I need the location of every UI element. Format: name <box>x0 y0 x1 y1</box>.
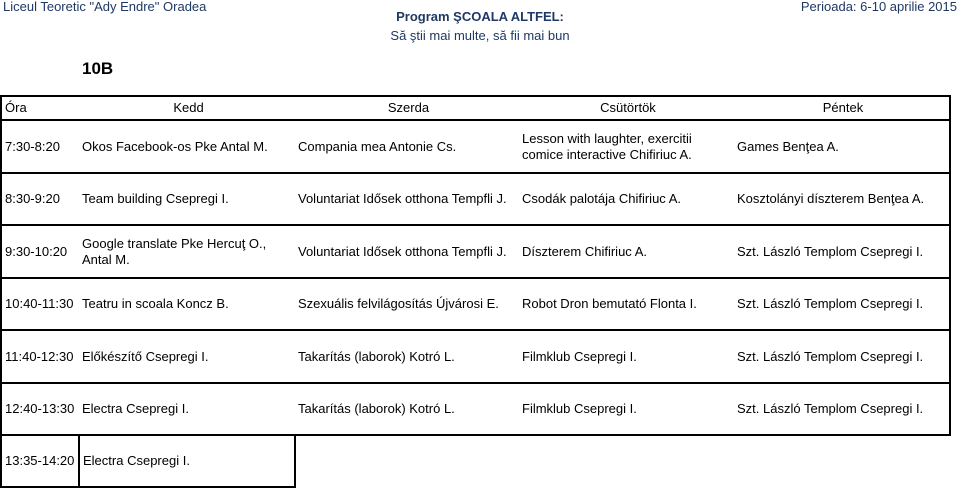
pentek-cell: Szt. László Templom Csepregi I. <box>734 225 950 278</box>
szerda-cell: Takarítás (laborok) Kotró L. <box>295 383 519 435</box>
pentek-cell: Kosztolányi díszterem Benţea A. <box>734 173 950 225</box>
kedd-cell: Electra Csepregi I. <box>79 383 295 435</box>
csutortok-cell: Lesson with laughter, exercitii comice interactive Chifiriuc A. <box>519 120 734 173</box>
pentek-cell: Szt. László Templom Csepregi I. <box>734 330 950 383</box>
program-title: Program ŞCOALA ALTFEL: <box>396 9 564 24</box>
pentek-cell <box>734 435 950 487</box>
table-row <box>1 278 950 330</box>
time-cell: 11:40-12:30 <box>1 330 79 383</box>
csutortok-cell: Csodák palotája Chifiriuc A. <box>519 173 734 225</box>
csutortok-cell: Filmklub Csepregi I. <box>519 383 734 435</box>
school-name: Liceul Teoretic "Ady Endre" Oradea <box>3 0 207 14</box>
szerda-cell: Voluntariat Idősek otthona Tempfli J. <box>295 173 519 225</box>
table-row <box>1 330 950 383</box>
time-cell: 8:30-9:20 <box>1 173 79 225</box>
table-header-row <box>1 96 950 120</box>
table-row <box>1 435 950 487</box>
kedd-cell: Teatru in scoala Koncz B. <box>79 278 295 330</box>
kedd-cell: Electra Csepregi I. <box>79 435 295 487</box>
class-name: 10B <box>82 59 114 78</box>
szerda-cell: Szexuális felvilágosítás Újvárosi E. <box>295 278 519 330</box>
csutortok-cell: Robot Dron bemutató Flonta I. <box>519 278 734 330</box>
column-header-kedd: Kedd <box>79 96 295 120</box>
time-cell: 13:35-14:20 <box>1 435 79 487</box>
szerda-cell: Compania mea Antonie Cs. <box>295 120 519 173</box>
kedd-cell: Team building Csepregi I. <box>79 173 295 225</box>
column-header-pentek: Péntek <box>734 96 950 120</box>
time-cell: 10:40-11:30 <box>1 278 79 330</box>
csutortok-cell: Díszterem Chifiriuc A. <box>519 225 734 278</box>
kedd-cell: Google translate Pke Hercuţ O., Antal M. <box>79 225 295 278</box>
time-cell: 12:40-13:30 <box>1 383 79 435</box>
szerda-cell: Voluntariat Idősek otthona Tempfli J. <box>295 225 519 278</box>
pentek-cell: Szt. László Templom Csepregi I. <box>734 383 950 435</box>
csutortok-cell: Filmklub Csepregi I. <box>519 330 734 383</box>
kedd-cell: Előkészítő Csepregi I. <box>79 330 295 383</box>
szerda-cell: Takarítás (laborok) Kotró L. <box>295 330 519 383</box>
pentek-cell: Games Benţea A. <box>734 120 950 173</box>
pentek-cell: Szt. László Templom Csepregi I. <box>734 278 950 330</box>
table-row <box>1 120 950 173</box>
table-row <box>1 173 950 225</box>
time-cell: 9:30-10:20 <box>1 225 79 278</box>
column-header-szerda: Szerda <box>295 96 519 120</box>
period-label: Perioada: 6-10 aprilie 2015 <box>800 0 957 14</box>
column-header-ora: Óra <box>1 96 79 120</box>
time-cell: 7:30-8:20 <box>1 120 79 173</box>
program-motto: Să ştii mai multe, să fii mai bun <box>390 28 570 43</box>
szerda-cell <box>295 435 519 487</box>
kedd-cell: Okos Facebook-os Pke Antal M. <box>79 120 295 173</box>
schedule-table <box>0 95 951 488</box>
table-row <box>1 383 950 435</box>
column-header-csutortok: Csütörtök <box>519 96 734 120</box>
table-row <box>1 225 950 278</box>
csutortok-cell <box>519 435 734 487</box>
